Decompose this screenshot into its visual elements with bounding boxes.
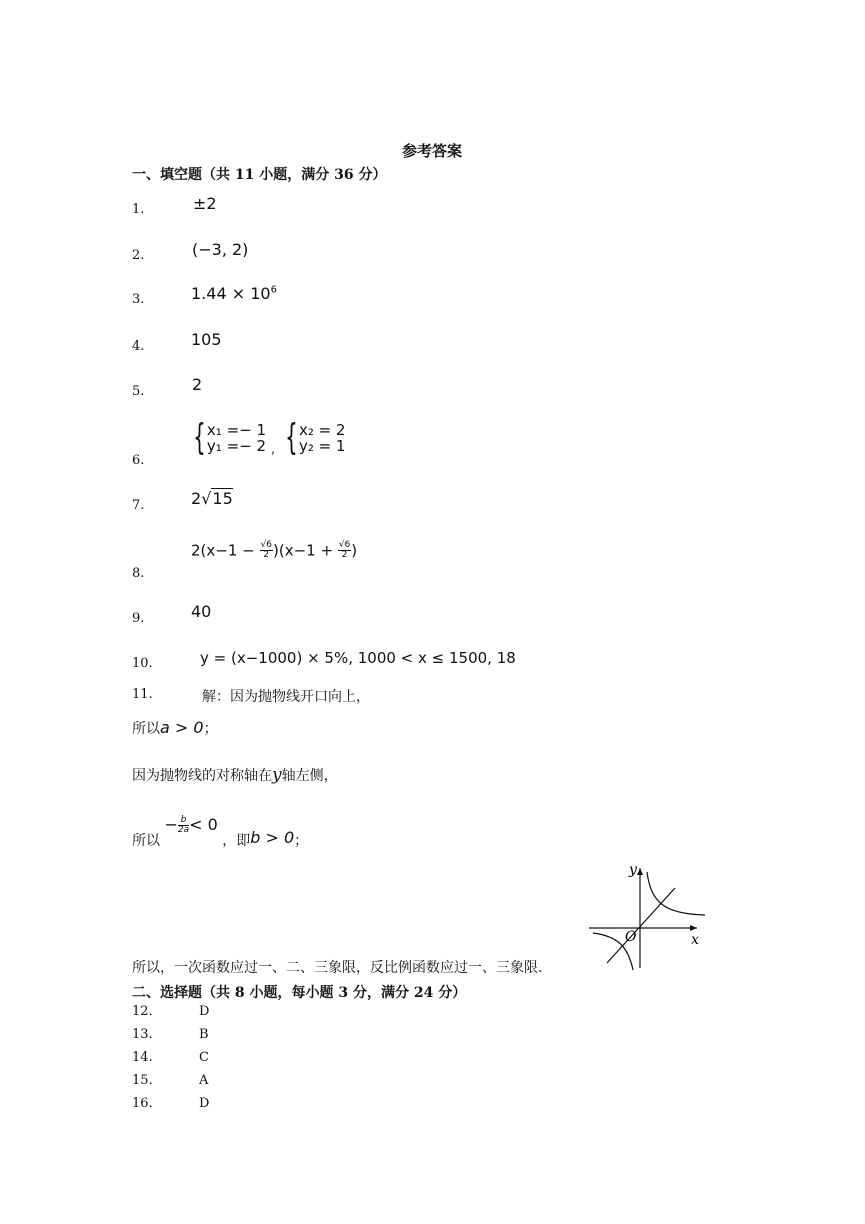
fraction-numerator: √6 [338,540,351,550]
fraction [260,541,273,561]
solution-text: 所以 [132,833,160,849]
choice-answer: C [199,1050,209,1065]
expression-part: ) [351,541,358,560]
item-number: 9. [132,611,145,626]
choice-answer: B [199,1027,209,1042]
fraction-denominator: 2a [177,825,190,835]
item-number: 6. [132,453,145,468]
x-axis-arrow [690,925,697,931]
item-number: 11. [132,687,153,702]
page-title: 参考答案 [402,142,463,160]
fraction-denominator: 2 [341,550,348,561]
answer-exponent: 6 [270,284,277,296]
fraction [338,541,351,561]
equation-system-1 [188,417,267,458]
origin-label: O [625,929,637,945]
section-1-heading: 一、填空题（共 11 小题，满分 36 分） [132,167,387,183]
solution-text: 所以 [132,721,160,737]
x-axis-label: x [691,932,699,948]
inline-math: y [272,765,282,785]
item-number: 1. [132,202,145,217]
item-number: 10. [132,656,153,671]
system-line: y₂ = 1 [298,437,346,455]
system-line: x₂ = 2 [298,420,346,439]
answer-value: 40 [191,602,212,621]
expression-part: )(x−1 + [272,541,334,560]
choice-answer: D [199,1004,210,1019]
system-line: x₁ =− 1 [206,420,267,439]
answer-value: 2 [192,375,203,394]
solution-line [132,765,338,785]
item-number: 5. [132,384,145,399]
left-brace: { [193,417,206,458]
y-axis-arrow [637,868,643,875]
fraction-numerator: b [178,816,189,826]
solution-line [132,815,308,850]
answer-value: (−3, 2) [192,240,249,259]
answer-value [191,541,357,561]
answer-value: ±2 [193,194,217,213]
item-number: 2. [132,248,145,263]
inline-math [164,815,217,835]
linear-function-line [607,888,675,963]
expression-part: 2(x−1 − [191,541,255,560]
solution-text: ； [294,833,309,849]
solution-line: 解：因为抛物线开口向上， [202,689,370,705]
coefficient: 2 [191,489,202,508]
fraction [178,816,189,836]
answer-value [191,284,277,303]
section-2-heading: 二、选择题（共 8 小题，每小题 3 分，满分 24 分） [132,985,467,1001]
item-number: 12. [132,1004,153,1019]
item-number: 16. [132,1096,153,1111]
function-graph [585,858,715,973]
solution-line [132,718,218,738]
solution-text: 因为抛物线的对称轴在 [132,768,272,784]
radicand: 15 [212,489,233,508]
item-number: 7. [132,498,145,513]
answer-base: 1.44 × 10 [191,284,271,303]
answer-value [188,417,346,458]
choice-answer: A [199,1073,209,1088]
inline-math: b > 0 [250,828,295,847]
item-number: 15. [132,1073,153,1088]
left-brace: { [285,417,298,458]
item-number: 13. [132,1027,153,1042]
item-number: 3. [132,292,145,307]
inline-math: a > 0 [160,718,204,737]
answer-value: 2√15 [191,489,233,508]
fraction-numerator: √6 [260,540,272,550]
system-line: y₁ =− 2 [206,437,267,455]
item-number: 4. [132,339,145,354]
answer-value: 105 [191,330,222,349]
fraction-denominator: 2 [263,550,270,561]
solution-text: 轴左侧， [281,768,338,784]
inequality: < 0 [189,815,218,834]
answer-value: y = (x−1000) × 5%, 1000 < x ≤ 1500, 18 [200,649,516,667]
item-number: 14. [132,1050,153,1065]
separator: , [271,442,275,456]
solution-text: ； [203,721,218,737]
minus-sign: − [164,815,178,834]
item-number: 8. [132,566,145,581]
y-axis-label: y [629,862,637,878]
solution-text: ，即 [222,833,251,849]
solution-conclusion: 所以，一次函数应过一、二、三象限，反比例函数应过一、三象限. [132,960,543,976]
equation-system-2 [280,417,346,458]
choice-answer: D [199,1096,210,1111]
